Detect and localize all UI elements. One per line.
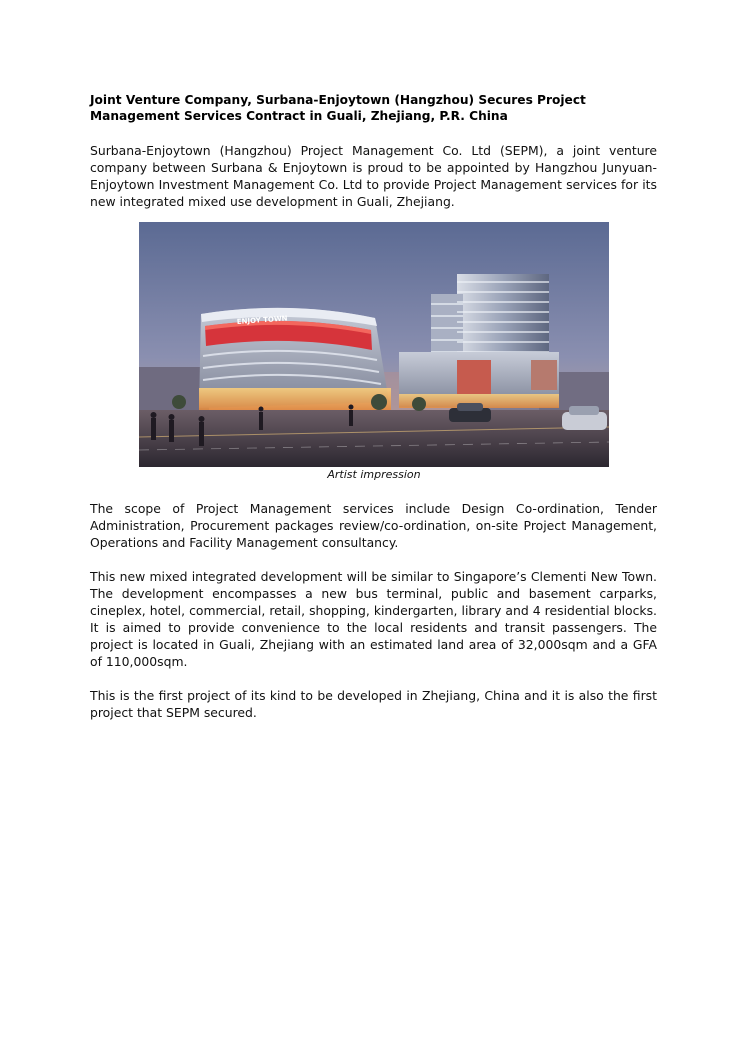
- article-title: Joint Venture Company, Surbana-Enjoytown (Hangzhou) Secures Project Management Services Contract in Guali, Zhejiang, P.R. China: [90, 93, 586, 123]
- scope-paragraph: The scope of Project Management services include Design Co-ordination, Tender Administration, Procurement packages review/co-ordination, on-site Project Management, Operations and Facility Management consultancy.: [90, 501, 657, 550]
- closing-paragraph: This is the first project of its kind to be developed in Zhejiang, China and it is also the first project that SEPM secured.: [90, 688, 657, 720]
- artist-impression-image: [139, 222, 609, 467]
- development-paragraph: This new mixed integrated development will be similar to Singapore’s Clementi New Town. The development encompasses a new bus terminal, public and basement carparks, cineplex, hotel, commercial, retail, shopping, kindergarten, library and 4 residential blocks. It is aimed to provide convenience to the local residents and transit passengers. The project is located in Guali, Zhejiang with an estimated land area of 32,000sqm and a GFA of 110,000sqm.: [90, 569, 657, 669]
- intro-paragraph: Surbana-Enjoytown (Hangzhou) Project Management Co. Ltd (SEPM), a joint venture company between Surbana & Enjoytown is proud to be appointed by Hangzhou Junyuan-Enjoytown Investment Management Co. Ltd to provide Project Management services for its new integrated mixed use development in Guali, Zhejiang.: [90, 143, 657, 209]
- document-page: [90, 92, 657, 721]
- figure-caption: Artist impression: [327, 468, 421, 481]
- figure: [139, 222, 609, 482]
- enjoy-town-sign: ENJOY TOWN: [236, 314, 288, 326]
